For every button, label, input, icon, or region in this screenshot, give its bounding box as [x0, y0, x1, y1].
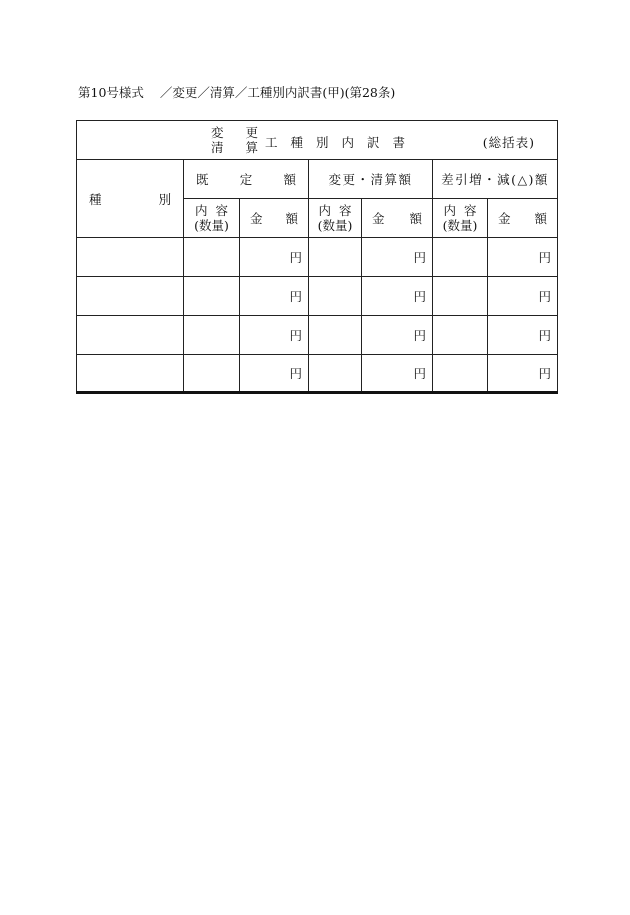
table-row [77, 316, 558, 355]
table-row [77, 355, 558, 393]
content-cell[interactable] [184, 316, 240, 355]
amount-cell[interactable]: 円 [362, 316, 433, 355]
qty-label: (数量) [194, 218, 229, 233]
table-row [77, 277, 558, 316]
group-change-settle: 変更・清算額 [309, 160, 433, 199]
title-row [77, 121, 558, 160]
amount-header: 金額 [362, 199, 433, 238]
kind-header [77, 160, 184, 238]
content-cell[interactable] [184, 355, 240, 393]
group-header-row [77, 160, 558, 199]
group-existing: 既定額 [184, 160, 309, 199]
amount-header: 金額 [240, 199, 309, 238]
content-qty-header [309, 199, 362, 238]
form-title: ／変更／清算／工種別内訳書(甲)(第28条) [159, 85, 396, 100]
form-header [78, 83, 395, 101]
amount-cell[interactable]: 円 [488, 355, 558, 393]
kind-label-part1: 種 [89, 192, 102, 207]
content-cell[interactable] [309, 238, 362, 277]
title-settle: 清 算 [211, 140, 267, 155]
content-cell[interactable] [309, 277, 362, 316]
kind-label-part2: 別 [158, 192, 171, 207]
kind-cell[interactable] [77, 355, 184, 393]
amount-cell[interactable]: 円 [240, 238, 309, 277]
kind-cell[interactable] [77, 238, 184, 277]
form-number: 第10号様式 [78, 85, 144, 100]
content-cell[interactable] [184, 238, 240, 277]
summary-note: (総括表) [482, 135, 536, 150]
table-title: 工種別内訳書 [265, 135, 419, 150]
amount-cell[interactable]: 円 [240, 277, 309, 316]
table-row [77, 238, 558, 277]
qty-label: (数量) [442, 218, 478, 233]
title-change-settle [211, 125, 267, 155]
content-cell[interactable] [433, 355, 488, 393]
amount-cell[interactable]: 円 [488, 316, 558, 355]
qty-label: (数量) [317, 218, 353, 233]
title-change: 変 更 [211, 125, 267, 140]
content-qty-header [184, 199, 240, 238]
content-cell[interactable] [433, 316, 488, 355]
kind-cell[interactable] [77, 277, 184, 316]
breakdown-table [76, 120, 558, 394]
amount-cell[interactable]: 円 [362, 355, 433, 393]
content-cell[interactable] [309, 355, 362, 393]
content-label: 内容 [194, 203, 236, 218]
kind-cell[interactable] [77, 316, 184, 355]
content-label: 内容 [443, 203, 485, 218]
amount-cell[interactable]: 円 [488, 238, 558, 277]
amount-cell[interactable]: 円 [240, 316, 309, 355]
group-difference: 差引増・減(△)額 [433, 160, 558, 199]
content-cell[interactable] [433, 277, 488, 316]
content-cell[interactable] [433, 238, 488, 277]
content-label: 内容 [318, 203, 360, 218]
amount-cell[interactable]: 円 [362, 277, 433, 316]
table-title-cell [77, 121, 558, 160]
amount-cell[interactable]: 円 [240, 355, 309, 393]
content-cell[interactable] [309, 316, 362, 355]
content-cell[interactable] [184, 277, 240, 316]
amount-cell[interactable]: 円 [362, 238, 433, 277]
amount-cell[interactable]: 円 [488, 277, 558, 316]
content-qty-header [433, 199, 488, 238]
amount-header: 金額 [488, 199, 558, 238]
